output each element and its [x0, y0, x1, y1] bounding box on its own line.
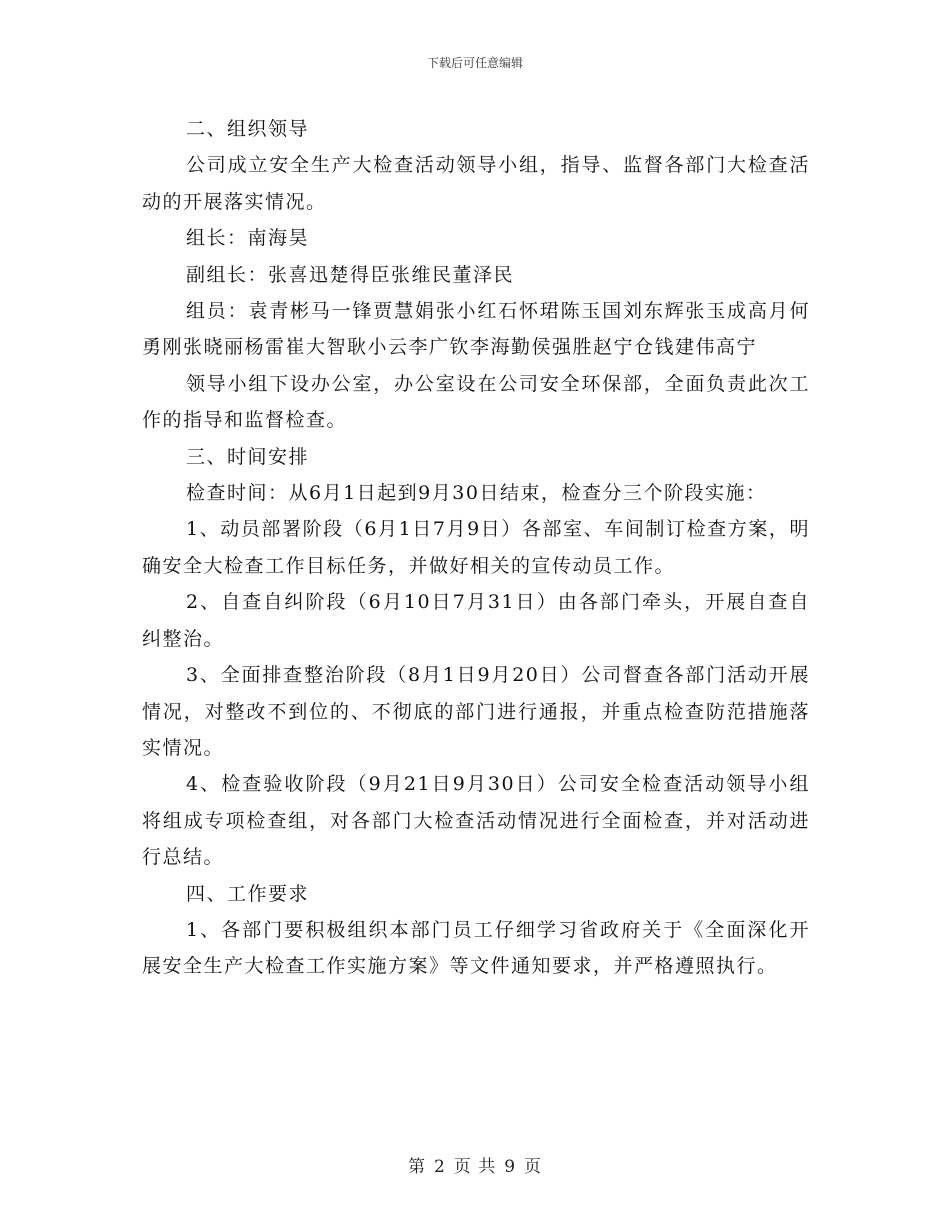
footer-current-page: 2 [433, 1157, 446, 1177]
paragraph-members: 组员：袁青彬马一锋贾慧娟张小红石怀珺陈玉国刘东辉张玉成高月何勇刚张晓丽杨雷崔大智耿小云李广钦李海勤侯强胜赵宁仓钱建伟高宁 [142, 300, 810, 359]
paragraph-phase-3: 3、全面排查整治阶段（8月1日9月20日）公司督查各部门活动开展情况，对整改不到位的、不彻底的部门进行通报，并重点检查防范措施落实情况。 [142, 664, 810, 759]
footer-prefix: 第 [407, 1157, 426, 1177]
paragraph-office: 领导小组下设办公室，办公室设在公司安全环保部，全面负责此次工作的指导和监督检查。 [142, 372, 810, 432]
paragraph-group-leader: 组长：南海昊 [186, 227, 310, 250]
document-body [142, 111, 810, 985]
paragraph-inspection-time: 检查时间：从6月1日起到9月30日结束，检查分三个阶段实施： [186, 482, 767, 505]
footer-suffix: 页 [524, 1157, 543, 1177]
section-heading-organization: 二、组织领导 [186, 118, 310, 140]
paragraph-phase-2: 2、自查自纠阶段（6月10日7月31日）由各部门牵头，开展自查自纠整治。 [142, 591, 810, 650]
header-note: 下载后可任意编辑 [426, 56, 523, 70]
section-heading-schedule: 三、时间安排 [186, 445, 310, 468]
paragraph-leadership-group: 公司成立安全生产大检查活动领导小组，指导、监督各部门大检查活动的开展落实情况。 [142, 154, 810, 213]
footer-total-pages: 9 [504, 1157, 517, 1177]
paragraph-phase-4: 4、检查验收阶段（9月21日9月30日）公司安全检查活动领导小组将组成专项检查组，对各部门大检查活动情况进行全面检查，并对活动进行总结。 [142, 773, 810, 869]
paragraph-requirement-1: 1、各部门要积极组织本部门员工仔细学习省政府关于《全面深化开展安全生产大检查工作实施方案》等文件通知要求，并严格遵照执行。 [142, 918, 810, 978]
section-heading-requirements: 四、工作要求 [186, 882, 310, 905]
page-number-footer [0, 1152, 950, 1177]
paragraph-phase-1: 1、动员部署阶段（6月1日7月9日）各部室、车间制订检查方案，明确安全大检查工作目标任务，并做好相关的宣传动员工作。 [142, 518, 810, 577]
footer-middle: 页 共 [453, 1157, 497, 1177]
paragraph-deputy-leaders: 副组长：张喜迅楚得臣张维民董泽民 [186, 263, 515, 286]
